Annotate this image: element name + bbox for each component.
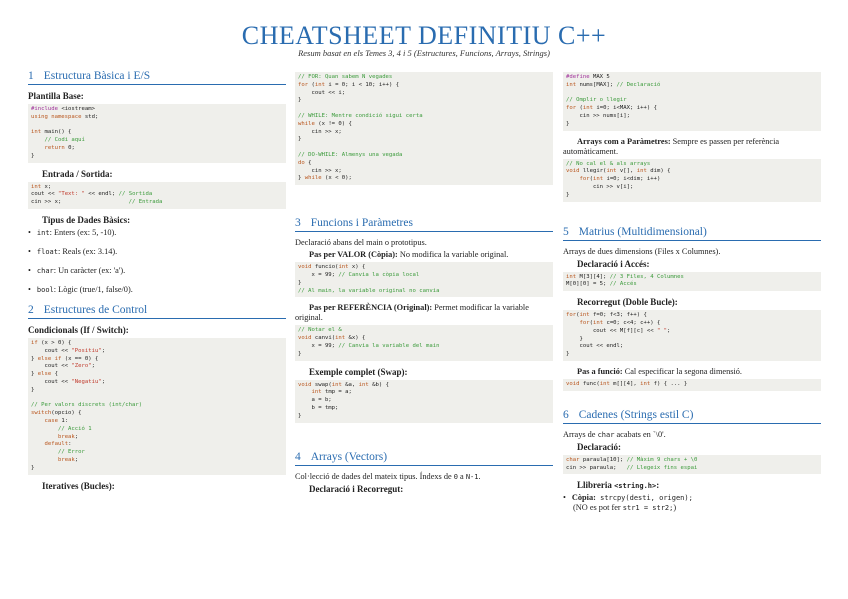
paragraph: Arrays de dues dimensions (Files x Columnes).	[563, 246, 721, 256]
code-token: #include	[31, 106, 58, 112]
column-2	[295, 70, 553, 497]
code-token: ;	[74, 456, 79, 463]
code-block	[295, 380, 553, 423]
code-token	[31, 457, 58, 463]
code-token: int	[566, 273, 577, 280]
code-token: // 3 Files, 4 Columnes	[609, 273, 684, 280]
code-token: int	[592, 176, 604, 183]
code-block	[28, 104, 286, 163]
paragraph-text: .	[478, 471, 481, 481]
paragraph	[295, 250, 553, 260]
code-token: f=0; f<3; f++) {	[589, 312, 647, 319]
code-token: // Entrada	[128, 199, 163, 206]
code-token	[31, 137, 44, 143]
paragraph-text: Permet modificar la variable original.	[295, 303, 529, 323]
code-token: // Error	[57, 449, 85, 456]
type-keyword: bool	[36, 285, 54, 294]
bold-label: Còpia:	[571, 493, 596, 503]
code-token: int	[566, 81, 577, 88]
code-token: switch	[31, 410, 52, 417]
code-token: // Notar el &	[298, 327, 342, 334]
list-item	[28, 266, 286, 276]
code-token: x = 99;	[298, 342, 339, 349]
code-token: MAX 5	[589, 74, 610, 80]
list-item	[28, 285, 286, 295]
code-token: break	[57, 433, 75, 440]
code-token: f) { ... }	[650, 380, 688, 387]
code-token: // FOR: Quan sabem N vegades	[298, 74, 393, 80]
code-token: // Al main, la variable original no canvia	[298, 287, 440, 294]
paragraph	[563, 430, 821, 440]
type-desc: : Reals (ex: 3.14).	[57, 246, 118, 256]
section-number: 6	[563, 408, 569, 421]
code-token: case	[44, 417, 58, 424]
bold-label: Pas per REFERÈNCIA (Original):	[309, 303, 433, 313]
section-2-heading	[28, 304, 286, 319]
code-token: canvi(	[311, 335, 336, 342]
section-title: Funcions i Paràmetres	[310, 217, 413, 230]
code-token: int	[335, 335, 346, 342]
code-token: // Acció 1	[57, 425, 92, 432]
subheading-condicionals: Condicionals (If / Switch):	[28, 324, 129, 335]
code-token: void	[566, 380, 580, 387]
code-token: }	[31, 464, 35, 471]
code-token: // WHILE: Mentre condició sigui certa	[298, 112, 423, 119]
section-number: 5	[563, 225, 569, 238]
paragraph-text: No modifica la variable original.	[397, 250, 509, 260]
inline-code: strcpy(desti, origen);	[595, 494, 693, 503]
code-token: funcio(	[311, 264, 339, 271]
code-token: if	[31, 339, 38, 346]
code-block	[563, 455, 821, 475]
code-token: // Llegeix fins espai	[626, 464, 698, 471]
code-token: cout <<	[31, 378, 72, 385]
code-token: &b) {	[368, 381, 389, 388]
code-token: // DO-WHILE: Almenys una vegada	[298, 151, 403, 158]
paragraph-text: (NO es pot fer	[573, 503, 623, 513]
code-token: default	[44, 441, 69, 448]
code-token: std;	[81, 113, 99, 120]
code-token: do	[298, 159, 305, 166]
paragraph: Declaració abans del main o prototipus.	[295, 238, 427, 248]
code-token: }	[31, 152, 35, 159]
code-token: (	[576, 312, 580, 319]
code-token	[298, 389, 311, 395]
code-token: }	[566, 191, 570, 198]
code-token: int	[331, 381, 342, 388]
code-token	[31, 418, 44, 424]
code-token: }	[31, 386, 35, 393]
code-token: cin >> x;	[298, 167, 342, 174]
code-token: cin >> v[i];	[566, 183, 634, 190]
type-keyword: int	[36, 228, 50, 237]
heading-text: :	[656, 480, 660, 491]
section-4-heading	[295, 451, 553, 466]
code-token: for	[298, 81, 309, 88]
code-token: int	[314, 81, 325, 88]
code-token: int	[606, 168, 617, 175]
code-token: for	[579, 319, 590, 326]
code-token: int	[579, 312, 590, 319]
code-token: swap(	[311, 381, 332, 388]
code-token: x;	[41, 183, 52, 190]
code-token: &x) {	[345, 335, 366, 342]
code-token: int	[599, 380, 610, 387]
subheading-tipus: Tipus de Dades Bàsics:	[42, 214, 131, 225]
code-token: ;	[91, 363, 96, 370]
code-token: <iostream>	[57, 106, 95, 112]
paragraph-text: acabats en `\0'.	[614, 429, 666, 439]
code-token: m[][4],	[609, 380, 641, 387]
code-token: main() {	[41, 129, 72, 136]
code-token: (x > 0) {	[37, 339, 72, 346]
code-token: int	[311, 389, 322, 396]
code-token: // Codi aquí	[44, 137, 85, 144]
code-token	[566, 176, 579, 182]
code-token	[31, 434, 58, 440]
section-1-heading	[28, 70, 286, 85]
code-token: x = 99;	[298, 271, 339, 278]
code-token: cout << endl;	[566, 343, 624, 350]
code-token: // Canvia la còpia local	[338, 271, 420, 278]
list-item	[28, 247, 286, 257]
subheading-plantilla: Plantilla Base:	[28, 91, 84, 101]
type-desc: : Lògic (true/1, false/0).	[53, 284, 133, 294]
code-token: i = 0; i < 10; i++) {	[324, 81, 400, 88]
inline-code: char	[597, 430, 615, 439]
code-token: (	[589, 176, 593, 183]
page-subtitle: Resum basat en els Temes 3, 4 i 5 (Estructures, Funcions, Arrays, Strings)	[298, 48, 550, 58]
code-token: }	[298, 97, 302, 104]
code-token: void	[566, 168, 580, 175]
code-token: cin >> nums[i];	[566, 112, 630, 119]
code-token: while	[304, 175, 322, 182]
code-token: ;	[667, 327, 671, 334]
code-token: }	[566, 351, 570, 358]
code-token: void	[298, 381, 312, 388]
code-token: }	[298, 412, 302, 419]
code-token	[31, 426, 58, 432]
subheading-declaracio-acces: Declaració i Accés:	[577, 258, 650, 269]
code-block	[563, 310, 821, 361]
code-token: cin >> x;	[298, 128, 342, 135]
code-token: void	[298, 264, 312, 271]
code-token: x) {	[348, 264, 366, 271]
code-token: }	[298, 175, 305, 182]
code-token: ;	[74, 433, 79, 440]
code-token: }	[298, 136, 302, 143]
code-token: cin >> paraula;	[566, 464, 627, 471]
paragraph-text: a	[457, 471, 466, 481]
type-desc: : Enters (ex: 5, -10).	[49, 227, 117, 237]
code-token: // Accés	[609, 281, 637, 288]
section-title: Arrays (Vectors)	[310, 450, 388, 463]
code-token: b = tmp;	[298, 404, 339, 411]
string-functions-list	[563, 493, 821, 513]
code-token: i=0; i<MAX; i++) {	[592, 105, 657, 112]
code-token: void	[298, 335, 312, 342]
code-token: v[],	[616, 168, 637, 175]
code-block	[563, 272, 821, 292]
subheading-recorregut: Recorregut (Doble Bucle):	[577, 297, 678, 308]
code-token: }	[31, 371, 38, 378]
subheading-llibreria	[577, 480, 821, 490]
code-token: // Declaració	[616, 81, 661, 88]
subheading-swap: Exemple complet (Swap):	[309, 366, 408, 377]
code-token: (x < 0);	[321, 175, 352, 182]
paragraph	[295, 472, 553, 482]
code-token: // Per valors discrets (int/char)	[31, 402, 143, 409]
type-keyword: float	[36, 247, 58, 256]
code-token: cout <<	[31, 363, 72, 370]
code-token: }	[566, 120, 570, 127]
code-token: }	[298, 350, 302, 357]
paragraph	[563, 137, 821, 157]
section-6-heading	[563, 409, 821, 424]
code-token: (	[589, 319, 593, 326]
code-token: while	[298, 120, 315, 127]
type-keyword: char	[36, 266, 54, 275]
code-token: cout << M[f][c] <<	[566, 327, 657, 334]
section-title: Cadenes (Strings estil C)	[578, 408, 694, 421]
type-desc: : Un caràcter (ex: 'a').	[53, 265, 126, 275]
code-block	[295, 72, 553, 185]
code-token	[31, 449, 58, 455]
code-token: }	[298, 279, 302, 286]
subheading-declaracio-recorregut: Declaració i Recorregut:	[309, 483, 404, 494]
paragraph-text: Sempre es passen per referència automàticament.	[563, 136, 780, 156]
section-number: 1	[28, 70, 34, 82]
section-3-heading	[295, 217, 553, 232]
section-title: Estructures de Control	[43, 303, 148, 316]
section-title: Estructura Bàsica i E/S	[43, 70, 151, 82]
paragraph	[563, 367, 821, 377]
code-token: M[0][0] = 5;	[566, 281, 610, 288]
code-token: int	[338, 264, 349, 271]
code-block	[28, 182, 286, 209]
code-token: int	[640, 380, 651, 387]
code-token: else	[37, 371, 52, 378]
paragraph-text: )	[673, 503, 677, 513]
code-token: {	[51, 371, 58, 378]
code-token: "Text: "	[57, 191, 85, 198]
code-token: nums[MAX];	[576, 81, 617, 88]
inline-code: str1 = str2;	[622, 504, 674, 513]
code-token: (opcio) {	[51, 410, 82, 417]
code-block	[563, 379, 821, 391]
heading-text: Llibreria	[577, 480, 615, 491]
code-token: int	[636, 168, 647, 175]
inline-code: <string.h>	[614, 482, 657, 491]
code-token	[31, 441, 44, 447]
list-item	[28, 228, 286, 238]
subheading-declaracio: Declaració:	[577, 441, 621, 452]
code-token: cout <<	[31, 347, 72, 354]
code-token: }	[31, 355, 38, 362]
code-token: using namespace	[31, 113, 82, 120]
paragraph-text: Cal especificar la segona dimensió.	[622, 366, 742, 376]
code-token: // Màxim 9 chars + \0	[626, 456, 698, 463]
code-token: ;	[101, 347, 106, 354]
section-title: Matrius (Multidimensional)	[578, 225, 707, 238]
code-token: (x == 0) {	[61, 355, 99, 362]
code-token: for	[566, 312, 577, 319]
paragraph-text: Arrays de	[563, 429, 598, 439]
code-token: << endl;	[84, 191, 119, 198]
code-token	[566, 320, 579, 326]
code-token: llegir(	[579, 168, 607, 175]
bold-label: Pas a funció:	[577, 366, 623, 376]
code-token	[31, 145, 44, 151]
paragraph	[295, 303, 553, 323]
subheading-entrada-sortida: Entrada / Sortida:	[42, 168, 113, 179]
code-token: (x != 0) {	[314, 120, 352, 127]
code-block	[563, 72, 821, 131]
code-token: dim) {	[646, 168, 671, 175]
code-token: for	[579, 176, 590, 183]
list-item	[563, 493, 821, 513]
code-token: return	[44, 144, 65, 151]
code-token: // Sortida	[118, 191, 153, 198]
code-token: c=0; c<4; c++) {	[603, 319, 661, 326]
code-token: &a,	[341, 381, 359, 388]
code-token: :	[68, 441, 72, 448]
code-block	[28, 338, 286, 475]
code-block	[563, 159, 821, 202]
bold-label: Pas per VALOR (Còpia):	[309, 250, 398, 260]
code-token: int	[31, 129, 42, 136]
code-token: " "	[656, 327, 668, 334]
code-token: (	[576, 105, 583, 112]
code-token: // Omplir o llegir	[566, 97, 627, 104]
code-token: "Positiu"	[71, 347, 102, 354]
paragraph-text: Col·lecció de dades del mateix tipus. Índexs de	[295, 471, 454, 481]
code-block	[295, 325, 553, 360]
code-token: (	[308, 81, 315, 88]
code-token: M[3][4];	[576, 273, 610, 280]
code-token: "Negatiu"	[71, 378, 102, 385]
section-number: 2	[28, 303, 34, 316]
code-token: // No cal el & als arrays	[566, 160, 651, 167]
column-3	[563, 70, 821, 522]
code-token: int	[31, 183, 42, 190]
code-block	[295, 262, 553, 297]
section-number: 3	[295, 217, 301, 230]
code-token: else if	[37, 355, 62, 362]
section-number: 4	[295, 450, 301, 463]
code-token: // Canvia la variable del main	[338, 342, 440, 349]
code-token: #define	[566, 74, 590, 80]
code-token: 1:	[57, 417, 69, 424]
types-list	[28, 228, 286, 295]
code-token: {	[304, 159, 312, 166]
inline-code: N-1	[465, 472, 479, 481]
page-title: CHEATSHEET DEFINITIU C++	[241, 21, 607, 50]
code-token: paraula[10];	[579, 456, 627, 463]
code-token: int	[582, 105, 593, 112]
section-5-heading	[563, 226, 821, 241]
subheading-iteratives: Iteratives (Bucles):	[42, 480, 115, 491]
code-token: cout <<	[31, 191, 58, 198]
bold-label: Arrays com a Paràmetres:	[577, 136, 671, 146]
code-token: for	[566, 105, 577, 112]
inline-code: 0	[453, 472, 458, 481]
code-token: tmp = a;	[321, 389, 352, 396]
code-token: "Zero"	[71, 363, 92, 370]
code-token: char	[566, 456, 580, 463]
code-token: break	[57, 456, 75, 463]
code-token: a = b;	[298, 397, 332, 404]
column-1	[28, 70, 286, 494]
code-token: func(	[579, 380, 600, 387]
code-token: }	[566, 335, 583, 342]
code-token: i=0; i<dim; i++)	[603, 176, 661, 183]
code-token: int	[358, 381, 369, 388]
code-token: 0;	[64, 144, 75, 151]
code-token: cout << i;	[298, 89, 346, 96]
code-token: ;	[101, 378, 106, 385]
code-token: cin >> x;	[31, 199, 129, 206]
code-token: int	[592, 319, 604, 326]
